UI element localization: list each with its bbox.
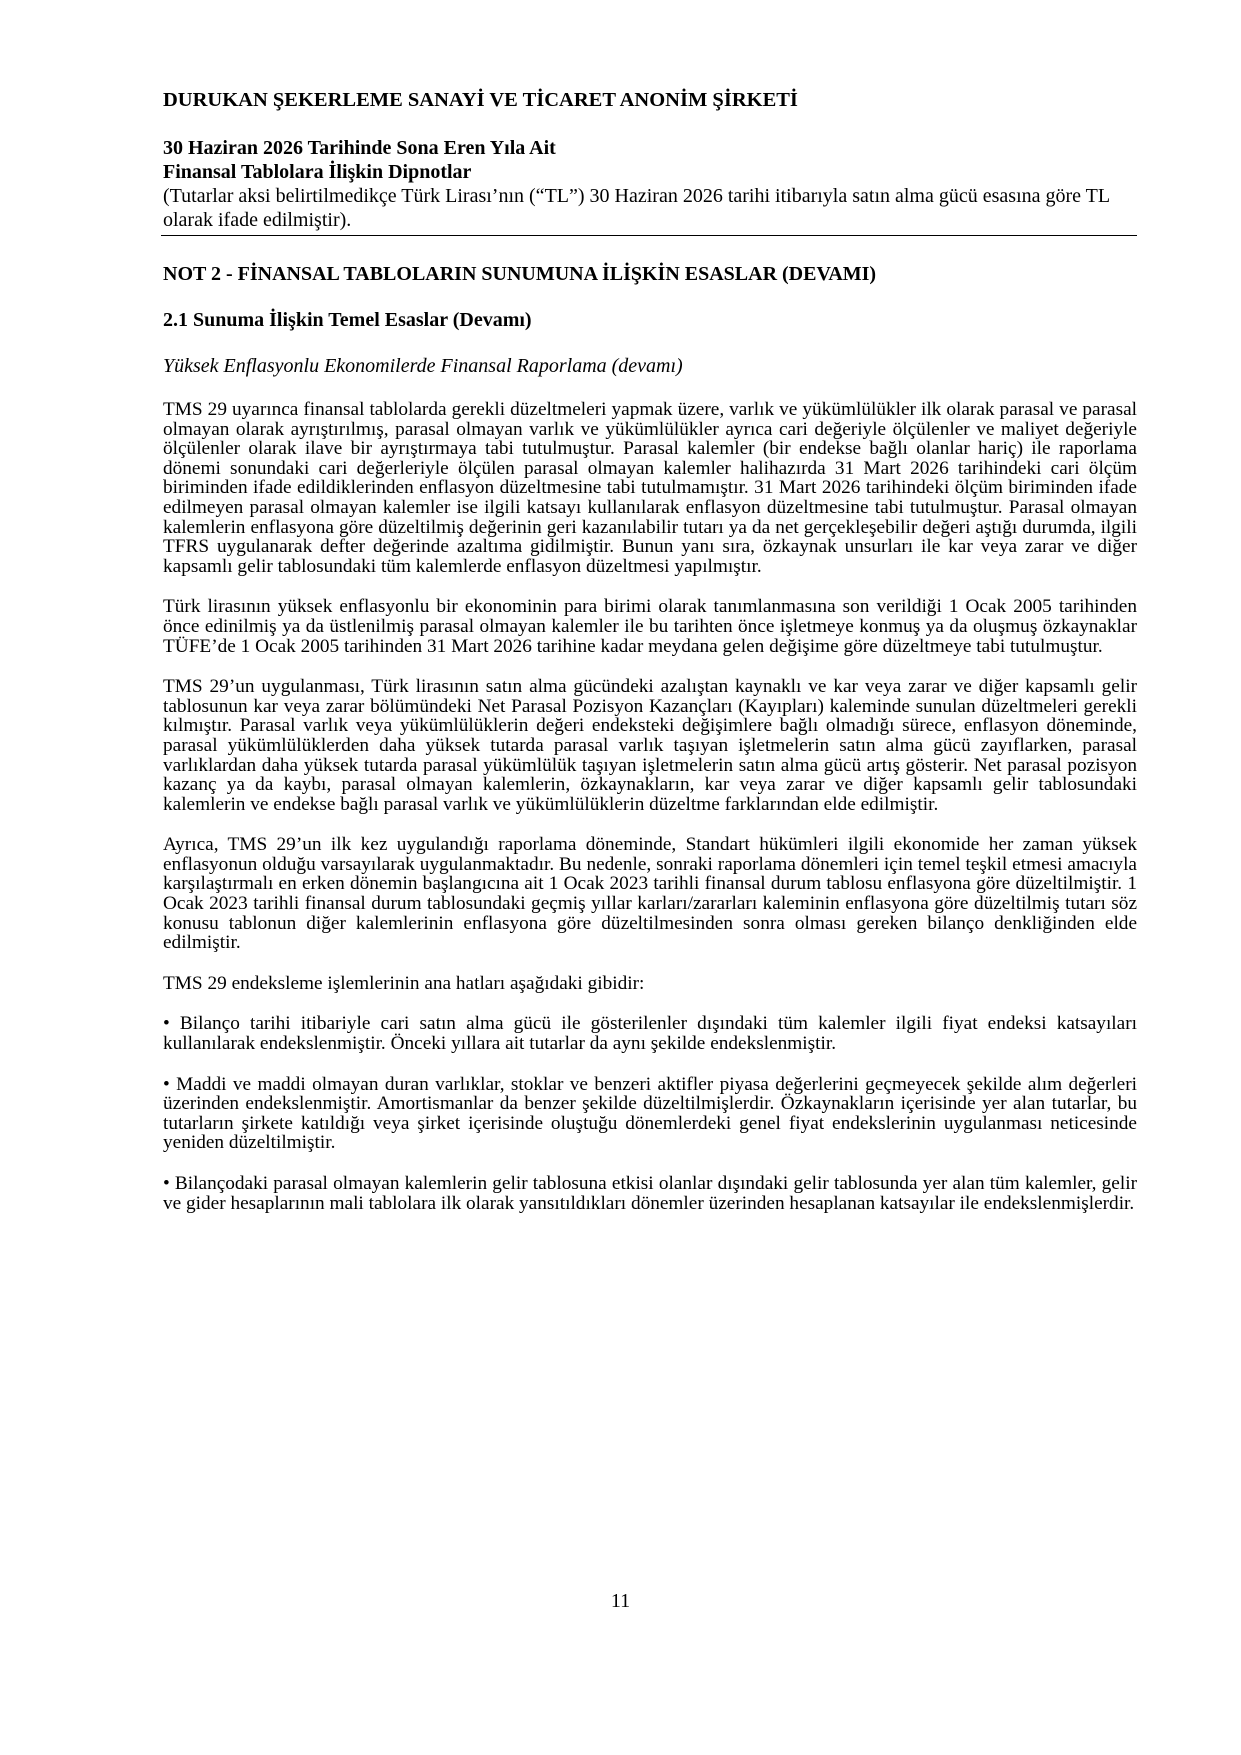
currency-note: (Tutarlar aksi belirtilmedikçe Türk Lirası’nın (“TL”) 30 Haziran 2026 tarihi itibarıyla satın alma gücü esasına göre TL olarak ifade edilmiştir). — [163, 185, 1110, 231]
paragraph: TMS 29 uyarınca finansal tablolarda gerekli düzeltmeleri yapmak üzere, varlık ve yükümlülükler ilk olarak parasal ve parasal olmayan olarak ayrıştırılmış, parasal olmayan varlık ve yükümlülükler ayrıca cari değeriyle ölçülenler ve maliyet değeriyle ölçülenler olarak ilave bir ayrıştırmaya tabi tutulmuştur. Parasal kalemler (bir endekse bağlı olanlar hariç) ile raporlama dönemi sonundaki cari değerleriyle ölçülen parasal olmayan kalemler halihazırda 31 Mart 2026 tarihindeki cari ölçüm biriminden ifade edildiklerinden enflasyon düzeltmesine tabi tutulmamıştır. 31 Mart 2026 tarihindeki ölçüm biriminden ifade edilmeyen parasal olmayan kalemler ise ilgili katsayı kullanılarak enflasyon düzeltmesine tabi tutulmuştur. Parasal olmayan kalemlerin enflasyona göre düzeltilmiş değerinin geri kazanılabilir tutarı ya da net gerçekleşebilir değeri aştığı durumda, ilgili TFRS uygulanarak defter değerinde azaltıma gidilmiştir. Bunun yanı sıra, özkaynak unsurları ile kar veya zarar ve diğer kapsamlı gelir tablosundaki tüm kalemlerde enflasyon düzeltmesi yapılmıştır. — [163, 399, 1137, 577]
subsection-title: Yüksek Enflasyonlu Ekonomilerde Finansal Raporlama (devamı) — [163, 355, 683, 377]
report-period: 30 Haziran 2026 Tarihinde Sona Eren Yıla Ait — [163, 137, 556, 159]
bullet-item: • Maddi ve maddi olmayan duran varlıklar, stoklar ve benzeri aktifler piyasa değerlerini geçmeyecek şekilde alım değerleri üzerinden endekslenmiştir. Amortismanlar da benzer şekilde düzeltilmişlerdir. Özkaynakların içerisinde yer alan tutarlar, bu tutarların şirkete katıldığı veya şirket içerisinde oluştuğu dönemlerdeki genel fiyat endekslerinin uygulanması neticesinde yeniden düzeltilmiştir. — [163, 1073, 1137, 1154]
paragraph: TMS 29 endeksleme işlemlerinin ana hatları aşağıdaki gibidir: — [163, 972, 645, 994]
company-name: DURUKAN ŞEKERLEME SANAYİ VE TİCARET ANONİM ŞİRKETİ — [163, 89, 798, 111]
note-title: NOT 2 - FİNANSAL TABLOLARIN SUNUMUNA İLİŞKİN ESASLAR (DEVAMI) — [163, 263, 877, 285]
paragraph: Ayrıca, TMS 29’un ilk kez uygulandığı raporlama döneminde, Standart hükümleri ilgili ekonomide her zaman yüksek enflasyonun olduğu varsayılarak uygulanmaktadır. Bu nedenle, sonraki raporlama dönemleri için temel teşkil etmesi amacıyla karşılaştırmalı en erken dönemin başlangıcına ait 1 Ocak 2023 tarihli finansal durum tablosu enflasyona göre düzeltilmiştir. 1 Ocak 2023 tarihli finansal durum tablosundaki geçmiş yıllar karları/zararları kaleminin enflasyona göre düzeltilmiş tutarı söz konusu tablonun diğer kalemlerinin enflasyona göre düzeltilmesinden sonra olması gereken bilanço denkliğinden elde edilmiştir. — [163, 834, 1137, 954]
paragraph: Türk lirasının yüksek enflasyonlu bir ekonominin para birimi olarak tanımlanmasına son verildiği 1 Ocak 2005 tarihinden önce edinilmiş ya da üstlenilmiş parasal olmayan kalemler ile bu tarihten önce işletmeye konmuş ya da oluşmuş özkaynaklar TÜFE’de 1 Ocak 2005 tarihinden 31 Mart 2026 tarihine kadar meydana gelen değişime göre düzeltmeye tabi tutulmuştur. — [163, 596, 1137, 657]
bullet-item: • Bilançodaki parasal olmayan kalemlerin gelir tablosuna etkisi olanlar dışındaki gelir tablosunda yer alan tüm kalemler, gelir ve gider hesaplarının mali tablolara ilk olarak yansıtıldıkları dönemler üzerinden hesaplanan katsayılar ile endekslenmişlerdir. — [163, 1173, 1137, 1214]
page-number: 11 — [610, 1590, 631, 1612]
section-title: 2.1 Sunuma İlişkin Temel Esaslar (Devamı) — [163, 309, 532, 331]
bullet-item: • Bilanço tarihi itibariyle cari satın alma gücü ile gösterilenler dışındaki tüm kalemler ilgili fiyat endeksi katsayıları kullanılarak endekslenmiştir. Önceki yıllara ait tutarlar da aynı şekilde endekslenmiştir. — [163, 1013, 1137, 1055]
paragraph: TMS 29’un uygulanması, Türk lirasının satın alma gücündeki azalıştan kaynaklı ve kar veya zarar ve diğer kapsamlı gelir tablosunun kar veya zarar bölümündeki Net Parasal Pozisyon Kazançları (Kayıpları) kaleminde sunulan düzeltmeleri gerekli kılmıştır. Parasal varlık veya yükümlülüklerin değeri endeksteki değişimlere bağlı olmadığı sürece, enflasyon döneminde, parasal yükümlülüklerden daha yüksek tutarda parasal varlık taşıyan işletmelerin satın alma gücü zayıflarken, parasal varlıklardan daha yüksek tutarda parasal yükümlülük taşıyan işletmelerin satın alma gücü artış gösterir. Net parasal pozisyon kazanç ya da kaybı, parasal olmayan kalemlerin, özkaynakların, kar veya zarar ve diğer kapsamlı gelir tablosundaki kalemlerin ve endekse bağlı parasal varlık ve yükümlülüklerin düzeltme farklarından elde edilmiştir. — [163, 676, 1137, 815]
document-title: Finansal Tablolara İlişkin Dipnotlar — [163, 161, 472, 183]
document-page — [163, 88, 1137, 1213]
